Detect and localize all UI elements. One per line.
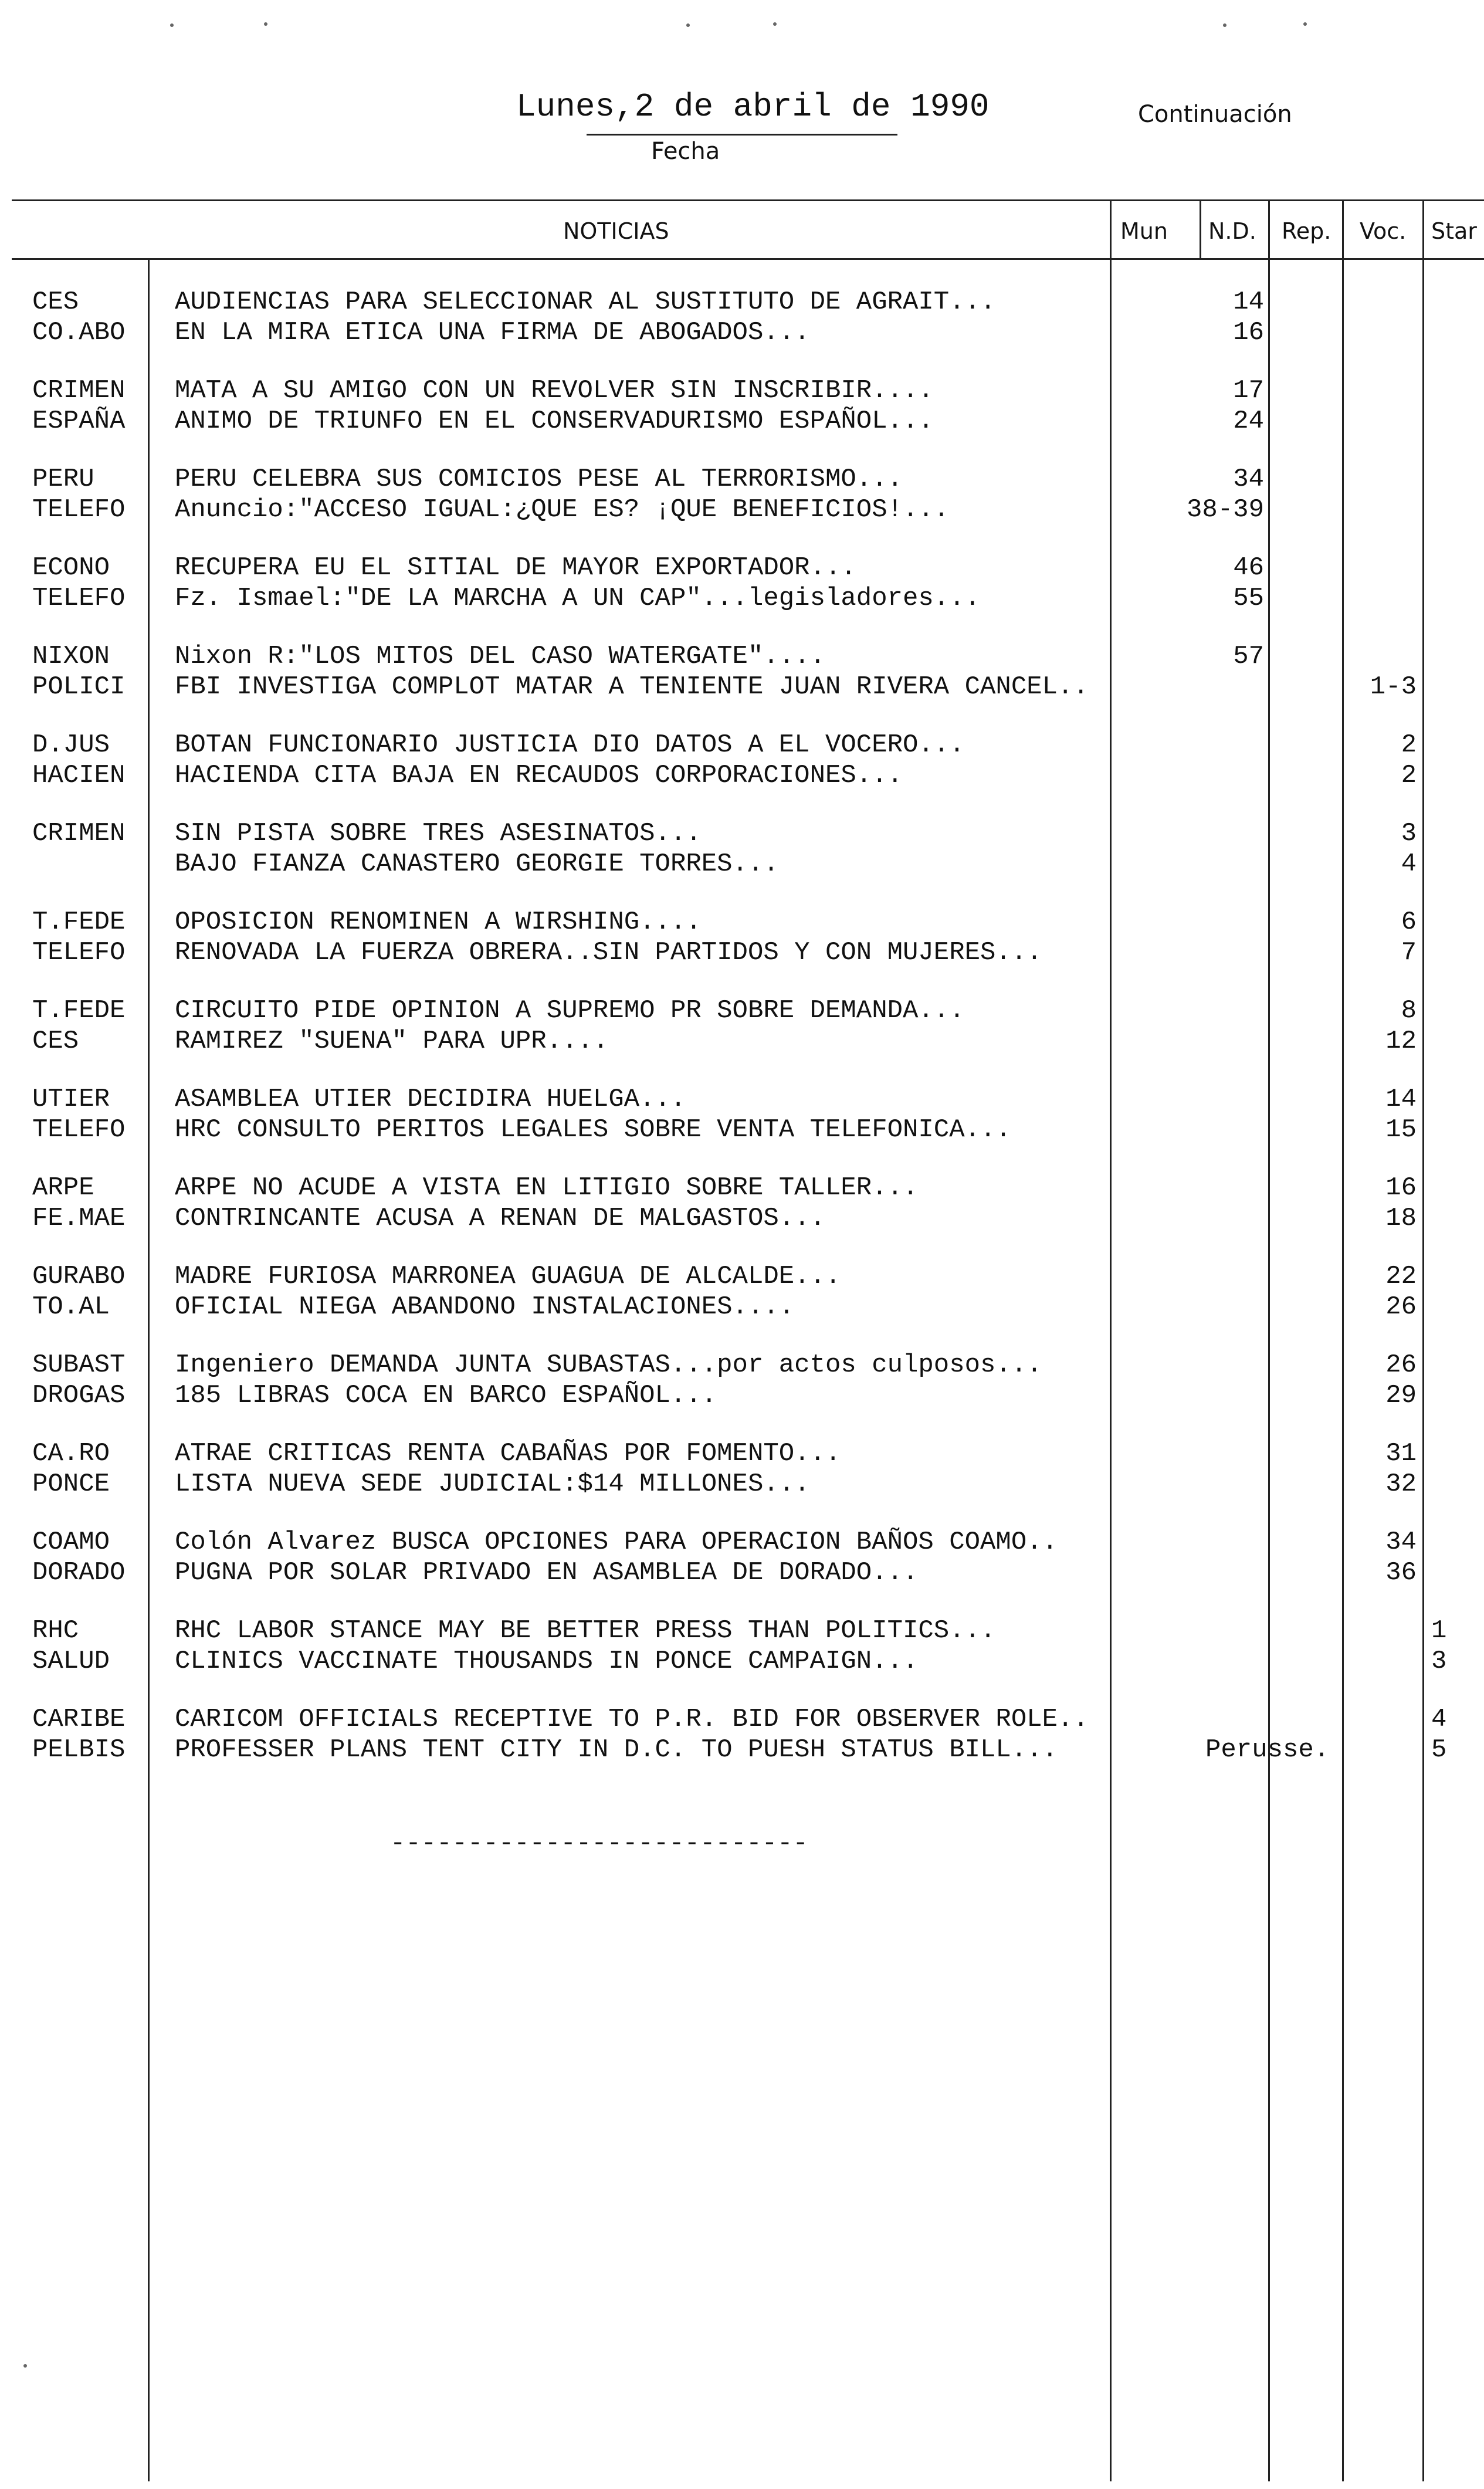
- entry-headline: LISTA NUEVA SEDE JUDICIAL:$14 MILLONES...: [175, 1469, 810, 1499]
- news-entry-row: [0, 465, 1484, 495]
- entry-section: CRIMEN: [32, 819, 126, 848]
- entry-headline: Fz. Ismael:"DE LA MARCHA A UN CAP"...legisladores...: [175, 584, 981, 613]
- entry-headline: CLINICS VACCINATE THOUSANDS IN PONCE CAMPAIGN...: [175, 1647, 919, 1676]
- news-entry-row: [0, 1262, 1484, 1292]
- entry-section: CA.RO: [32, 1439, 110, 1468]
- scan-speck: [1223, 23, 1226, 27]
- entry-voc-page: 6: [1401, 907, 1417, 937]
- entry-headline: AUDIENCIAS PARA SELECCIONAR AL SUSTITUTO DE AGRAIT...: [175, 287, 996, 317]
- entry-star-page: 1: [1431, 1616, 1447, 1645]
- news-entry-row: [0, 1381, 1484, 1411]
- entry-section: NIXON: [32, 642, 110, 671]
- scan-speck: [773, 22, 777, 26]
- entry-section: RHC: [32, 1616, 79, 1645]
- entry-headline: OPOSICION RENOMINEN A WIRSHING....: [175, 907, 702, 937]
- news-entry-row: [0, 672, 1484, 703]
- entry-headline: ASAMBLEA UTIER DECIDIRA HUELGA...: [175, 1085, 686, 1114]
- entry-voc-page: 16: [1385, 1173, 1417, 1203]
- entry-headline: RECUPERA EU EL SITIAL DE MAYOR EXPORTADOR...: [175, 553, 856, 583]
- entry-section: DORADO: [32, 1558, 126, 1587]
- rep-column-divider: [1342, 199, 1344, 2481]
- entry-star-page: 4: [1431, 1705, 1447, 1734]
- news-entry-row: [0, 1528, 1484, 1558]
- column-header-noticias: NOTICIAS: [563, 218, 669, 244]
- entry-headline: RAMIREZ "SUENA" PARA UPR....: [175, 1027, 609, 1056]
- news-entry-row: [0, 907, 1484, 938]
- news-entry-row: [0, 938, 1484, 968]
- entry-headline: ARPE NO ACUDE A VISTA EN LITIGIO SOBRE TALLER...: [175, 1173, 919, 1203]
- entry-section: PERU: [32, 465, 94, 494]
- entry-nd-page: 17: [1233, 376, 1264, 405]
- entry-headline: OFICIAL NIEGA ABANDONO INSTALACIONES....: [175, 1292, 795, 1322]
- news-entry-row: [0, 1115, 1484, 1146]
- entry-voc-page: 7: [1401, 938, 1417, 967]
- entry-headline: RHC LABOR STANCE MAY BE BETTER PRESS THAN POLITICS...: [175, 1616, 996, 1645]
- entry-voc-page: 2: [1401, 761, 1417, 790]
- entry-section: HACIEN: [32, 761, 126, 790]
- news-entry-row: [0, 553, 1484, 584]
- column-header-mun: Mun: [1120, 218, 1168, 244]
- news-entry-row: [0, 1735, 1484, 1766]
- news-entry-row: [0, 1027, 1484, 1057]
- news-entry-row: [0, 996, 1484, 1027]
- entry-voc-page: 34: [1385, 1528, 1417, 1557]
- entry-section: TELEFO: [32, 938, 126, 967]
- scan-speck: [23, 2364, 27, 2368]
- entry-headline: BAJO FIANZA CANASTERO GEORGIE TORRES...: [175, 849, 779, 879]
- entry-section: T.FEDE: [32, 907, 126, 937]
- entry-nd-page: 38-39: [1186, 495, 1264, 524]
- entry-section: TELEFO: [32, 584, 126, 613]
- entry-nd-page: 24: [1233, 407, 1264, 436]
- entry-headline: FBI INVESTIGA COMPLOT MATAR A TENIENTE JUAN RIVERA CANCEL..: [175, 672, 1089, 702]
- header-bottom-rule: [12, 258, 1484, 260]
- news-entry-row: [0, 1616, 1484, 1647]
- column-header-rep: Rep.: [1282, 218, 1331, 244]
- entry-headline: CARICOM OFFICIALS RECEPTIVE TO P.R. BID FOR OBSERVER ROLE..: [175, 1705, 1089, 1734]
- news-entry-row: [0, 1204, 1484, 1234]
- news-entry-row: [0, 1350, 1484, 1381]
- entry-headline: EN LA MIRA ETICA UNA FIRMA DE ABOGADOS...: [175, 318, 810, 347]
- entry-voc-page: 26: [1385, 1350, 1417, 1380]
- scan-speck: [1303, 22, 1307, 26]
- entry-section: POLICI: [32, 672, 126, 702]
- entry-voc-page: 2: [1401, 730, 1417, 760]
- news-entry-row: [0, 1705, 1484, 1735]
- nd-column-divider: [1268, 199, 1270, 2481]
- entry-section: CARIBE: [32, 1705, 126, 1734]
- report-date: Lunes,2 de abril de 1990: [516, 88, 990, 126]
- header-top-rule: [12, 199, 1484, 201]
- entry-headline: MATA A SU AMIGO CON UN REVOLVER SIN INSCRIBIR....: [175, 376, 934, 405]
- entry-nd-page: 57: [1233, 642, 1264, 671]
- entry-headline: RENOVADA LA FUERZA OBRERA..SIN PARTIDOS Y CON MUJERES...: [175, 938, 1042, 967]
- continuation-label: Continuación: [1138, 101, 1292, 128]
- news-entry-row: [0, 761, 1484, 791]
- news-entry-row: [0, 1173, 1484, 1204]
- scan-speck: [264, 22, 267, 26]
- entry-section: GURABO: [32, 1262, 126, 1291]
- mun-column-divider: [1110, 199, 1112, 2481]
- news-entry-row: [0, 1085, 1484, 1115]
- news-entry-row: [0, 1558, 1484, 1589]
- entry-section: COAMO: [32, 1528, 110, 1557]
- entry-rep: Perusse.: [1205, 1735, 1330, 1765]
- column-header-voc: Voc.: [1360, 218, 1407, 244]
- entry-section: D.JUS: [32, 730, 110, 760]
- entry-voc-page: 1-3: [1370, 672, 1417, 702]
- entry-section: SALUD: [32, 1647, 110, 1676]
- news-entry-row: [0, 584, 1484, 614]
- news-entry-row: [0, 1647, 1484, 1677]
- entry-headline: BOTAN FUNCIONARIO JUSTICIA DIO DATOS A EL VOCERO...: [175, 730, 965, 760]
- news-entry-row: [0, 819, 1484, 849]
- entry-headline: Anuncio:"ACCESO IGUAL:¿QUE ES? ¡QUE BENEFICIOS!...: [175, 495, 950, 524]
- date-underline: [587, 134, 897, 136]
- entry-section: UTIER: [32, 1085, 110, 1114]
- entry-section: CRIMEN: [32, 376, 126, 405]
- entry-voc-page: 32: [1385, 1469, 1417, 1499]
- entry-headline: ANIMO DE TRIUNFO EN EL CONSERVADURISMO ESPAÑOL...: [175, 407, 934, 436]
- entry-voc-page: 4: [1401, 849, 1417, 879]
- entry-nd-page: 14: [1233, 287, 1264, 317]
- entry-headline: MADRE FURIOSA MARRONEA GUAGUA DE ALCALDE...: [175, 1262, 841, 1291]
- news-entry-row: [0, 849, 1484, 880]
- entry-headline: CONTRINCANTE ACUSA A RENAN DE MALGASTOS...: [175, 1204, 825, 1233]
- entry-star-page: 5: [1431, 1735, 1447, 1765]
- column-header-nd: N.D.: [1208, 218, 1256, 244]
- nd-header-divider: [1200, 199, 1201, 258]
- entry-headline: HRC CONSULTO PERITOS LEGALES SOBRE VENTA TELEFONICA...: [175, 1115, 1011, 1144]
- entry-section: FE.MAE: [32, 1204, 126, 1233]
- entry-headline: Colón Alvarez BUSCA OPCIONES PARA OPERACION BAÑOS COAMO..: [175, 1528, 1058, 1557]
- news-entry-row: [0, 730, 1484, 761]
- news-entry-row: [0, 1439, 1484, 1469]
- entry-headline: ATRAE CRITICAS RENTA CABAÑAS POR FOMENTO...: [175, 1439, 841, 1468]
- entry-voc-page: 14: [1385, 1085, 1417, 1114]
- scan-speck: [686, 23, 690, 27]
- entry-voc-page: 3: [1401, 819, 1417, 848]
- entry-voc-page: 8: [1401, 996, 1417, 1025]
- entry-headline: Ingeniero DEMANDA JUNTA SUBASTAS...por actos culposos...: [175, 1350, 1042, 1380]
- entry-voc-page: 18: [1385, 1204, 1417, 1233]
- news-entry-row: [0, 287, 1484, 318]
- entry-section: TELEFO: [32, 495, 126, 524]
- news-entry-row: [0, 1469, 1484, 1500]
- entry-section: PONCE: [32, 1469, 110, 1499]
- entry-headline: HACIENDA CITA BAJA EN RECAUDOS CORPORACIONES...: [175, 761, 903, 790]
- news-entry-row: [0, 407, 1484, 437]
- news-entry-row: [0, 318, 1484, 348]
- entry-headline: PUGNA POR SOLAR PRIVADO EN ASAMBLEA DE DORADO...: [175, 1558, 919, 1587]
- entry-section: CES: [32, 1027, 79, 1056]
- end-rule: ---------------------------: [390, 1829, 808, 1858]
- entry-voc-page: 36: [1385, 1558, 1417, 1587]
- news-entry-row: [0, 376, 1484, 407]
- news-entry-row: [0, 1292, 1484, 1323]
- entry-section: ECONO: [32, 553, 110, 583]
- entry-voc-page: 15: [1385, 1115, 1417, 1144]
- entry-headline: SIN PISTA SOBRE TRES ASESINATOS...: [175, 819, 702, 848]
- voc-column-divider: [1422, 199, 1424, 2481]
- entry-headline: Nixon R:"LOS MITOS DEL CASO WATERGATE"....: [175, 642, 825, 671]
- entry-section: ESPAÑA: [32, 407, 126, 436]
- entry-section: TELEFO: [32, 1115, 126, 1144]
- date-caption: Fecha: [651, 138, 720, 165]
- entry-section: DROGAS: [32, 1381, 126, 1410]
- entry-section: TO.AL: [32, 1292, 110, 1322]
- entry-headline: 185 LIBRAS COCA EN BARCO ESPAÑOL...: [175, 1381, 717, 1410]
- entry-headline: PERU CELEBRA SUS COMICIOS PESE AL TERRORISMO...: [175, 465, 903, 494]
- entry-section: PELBIS: [32, 1735, 126, 1765]
- entry-nd-page: 46: [1233, 553, 1264, 583]
- scan-speck: [170, 23, 174, 27]
- entry-voc-page: 29: [1385, 1381, 1417, 1410]
- entry-section: T.FEDE: [32, 996, 126, 1025]
- entry-section: ARPE: [32, 1173, 94, 1203]
- entry-nd-page: 16: [1233, 318, 1264, 347]
- entry-headline: CIRCUITO PIDE OPINION A SUPREMO PR SOBRE DEMANDA...: [175, 996, 965, 1025]
- column-header-star: Star: [1431, 218, 1477, 244]
- entry-voc-page: 26: [1385, 1292, 1417, 1322]
- news-entry-row: [0, 495, 1484, 526]
- entry-headline: PROFESSER PLANS TENT CITY IN D.C. TO PUESH STATUS BILL...: [175, 1735, 1058, 1765]
- entry-nd-page: 34: [1233, 465, 1264, 494]
- entry-section: CO.ABO: [32, 318, 126, 347]
- entry-section: CES: [32, 287, 79, 317]
- entry-voc-page: 31: [1385, 1439, 1417, 1468]
- entry-voc-page: 12: [1385, 1027, 1417, 1056]
- news-entry-row: [0, 642, 1484, 672]
- entry-voc-page: 22: [1385, 1262, 1417, 1291]
- entry-star-page: 3: [1431, 1647, 1447, 1676]
- entry-nd-page: 55: [1233, 584, 1264, 613]
- entry-section: SUBAST: [32, 1350, 126, 1380]
